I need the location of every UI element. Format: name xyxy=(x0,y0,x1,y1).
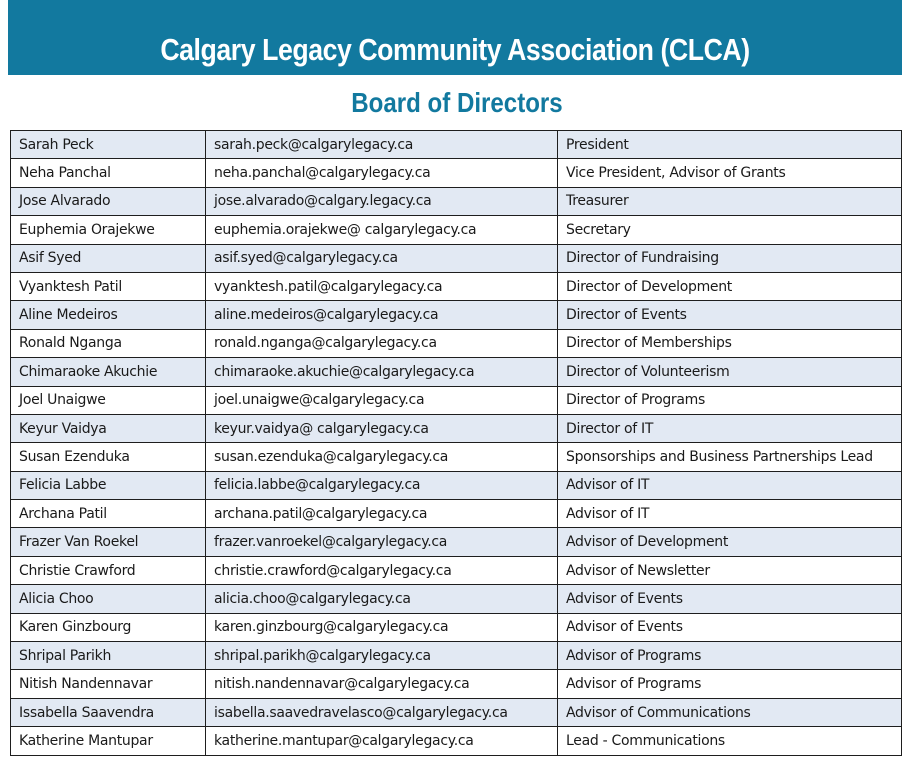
member-role: Treasurer xyxy=(558,187,902,215)
member-name: Vyanktesh Patil xyxy=(11,272,206,300)
table-row xyxy=(11,159,902,187)
member-role: Advisor of Events xyxy=(558,613,902,641)
member-role: Advisor of IT xyxy=(558,471,902,499)
member-email: sarah.peck@calgarylegacy.ca xyxy=(206,131,558,159)
table-row xyxy=(11,443,902,471)
table-row xyxy=(11,386,902,414)
member-name: Archana Patil xyxy=(11,500,206,528)
member-role: President xyxy=(558,131,902,159)
member-email: isabella.saavedravelasco@calgarylegacy.ca xyxy=(206,698,558,726)
member-email: archana.patil@calgarylegacy.ca xyxy=(206,500,558,528)
member-email: aline.medeiros@calgarylegacy.ca xyxy=(206,301,558,329)
member-email: chimaraoke.akuchie@calgarylegacy.ca xyxy=(206,358,558,386)
member-role: Advisor of Development xyxy=(558,528,902,556)
page-subtitle: Board of Directors xyxy=(351,87,563,118)
table-row xyxy=(11,131,902,159)
member-name: Ronald Nganga xyxy=(11,329,206,357)
table-row xyxy=(11,414,902,442)
table-row xyxy=(11,244,902,272)
member-name: Aline Medeiros xyxy=(11,301,206,329)
member-email: keyur.vaidya@ calgarylegacy.ca xyxy=(206,414,558,442)
member-email: asif.syed@calgarylegacy.ca xyxy=(206,244,558,272)
table-row xyxy=(11,500,902,528)
member-role: Director of Memberships xyxy=(558,329,902,357)
member-role: Director of Development xyxy=(558,272,902,300)
member-name: Joel Unaigwe xyxy=(11,386,206,414)
member-name: Issabella Saavendra xyxy=(11,698,206,726)
member-name: Karen Ginzbourg xyxy=(11,613,206,641)
member-role: Vice President, Advisor of Grants xyxy=(558,159,902,187)
member-name: Euphemia Orajekwe xyxy=(11,216,206,244)
member-email: frazer.vanroekel@calgarylegacy.ca xyxy=(206,528,558,556)
table-row xyxy=(11,272,902,300)
member-email: euphemia.orajekwe@ calgarylegacy.ca xyxy=(206,216,558,244)
member-name: Neha Panchal xyxy=(11,159,206,187)
member-email: christie.crawford@calgarylegacy.ca xyxy=(206,556,558,584)
board-of-directors-table xyxy=(10,130,902,756)
table-row xyxy=(11,585,902,613)
table-row xyxy=(11,471,902,499)
member-role: Sponsorships and Business Partnerships Lead xyxy=(558,443,902,471)
member-role: Advisor of Programs xyxy=(558,670,902,698)
member-name: Shripal Parikh xyxy=(11,642,206,670)
member-name: Keyur Vaidya xyxy=(11,414,206,442)
table-row xyxy=(11,329,902,357)
member-name: Susan Ezenduka xyxy=(11,443,206,471)
member-role: Director of Fundraising xyxy=(558,244,902,272)
table-row xyxy=(11,301,902,329)
table-row xyxy=(11,358,902,386)
member-name: Nitish Nandennavar xyxy=(11,670,206,698)
member-name: Sarah Peck xyxy=(11,131,206,159)
member-email: alicia.choo@calgarylegacy.ca xyxy=(206,585,558,613)
member-role: Advisor of Programs xyxy=(558,642,902,670)
member-email: katherine.mantupar@calgarylegacy.ca xyxy=(206,727,558,755)
member-name: Chimaraoke Akuchie xyxy=(11,358,206,386)
member-name: Alicia Choo xyxy=(11,585,206,613)
table-row xyxy=(11,613,902,641)
member-role: Advisor of Communications xyxy=(558,698,902,726)
member-email: vyanktesh.patil@calgarylegacy.ca xyxy=(206,272,558,300)
member-role: Secretary xyxy=(558,216,902,244)
member-name: Jose Alvarado xyxy=(11,187,206,215)
member-name: Felicia Labbe xyxy=(11,471,206,499)
member-role: Director of Programs xyxy=(558,386,902,414)
organization-title: Calgary Legacy Community Association (CLCA) xyxy=(160,32,750,67)
member-name: Frazer Van Roekel xyxy=(11,528,206,556)
member-email: shripal.parikh@calgarylegacy.ca xyxy=(206,642,558,670)
member-email: jose.alvarado@calgary.legacy.ca xyxy=(206,187,558,215)
member-role: Advisor of IT xyxy=(558,500,902,528)
table-row xyxy=(11,727,902,755)
member-name: Asif Syed xyxy=(11,244,206,272)
table-row xyxy=(11,670,902,698)
table-row xyxy=(11,642,902,670)
member-email: karen.ginzbourg@calgarylegacy.ca xyxy=(206,613,558,641)
table-row xyxy=(11,187,902,215)
member-email: susan.ezenduka@calgarylegacy.ca xyxy=(206,443,558,471)
table-row xyxy=(11,698,902,726)
table-row xyxy=(11,216,902,244)
member-role: Advisor of Newsletter xyxy=(558,556,902,584)
member-role: Lead - Communications xyxy=(558,727,902,755)
member-role: Director of Events xyxy=(558,301,902,329)
member-email: felicia.labbe@calgarylegacy.ca xyxy=(206,471,558,499)
table-row xyxy=(11,556,902,584)
member-email: joel.unaigwe@calgarylegacy.ca xyxy=(206,386,558,414)
member-role: Director of Volunteerism xyxy=(558,358,902,386)
member-email: neha.panchal@calgarylegacy.ca xyxy=(206,159,558,187)
member-role: Director of IT xyxy=(558,414,902,442)
member-name: Christie Crawford xyxy=(11,556,206,584)
member-role: Advisor of Events xyxy=(558,585,902,613)
member-email: nitish.nandennavar@calgarylegacy.ca xyxy=(206,670,558,698)
board-table-body xyxy=(11,131,902,756)
table-row xyxy=(11,528,902,556)
member-name: Katherine Mantupar xyxy=(11,727,206,755)
member-email: ronald.nganga@calgarylegacy.ca xyxy=(206,329,558,357)
